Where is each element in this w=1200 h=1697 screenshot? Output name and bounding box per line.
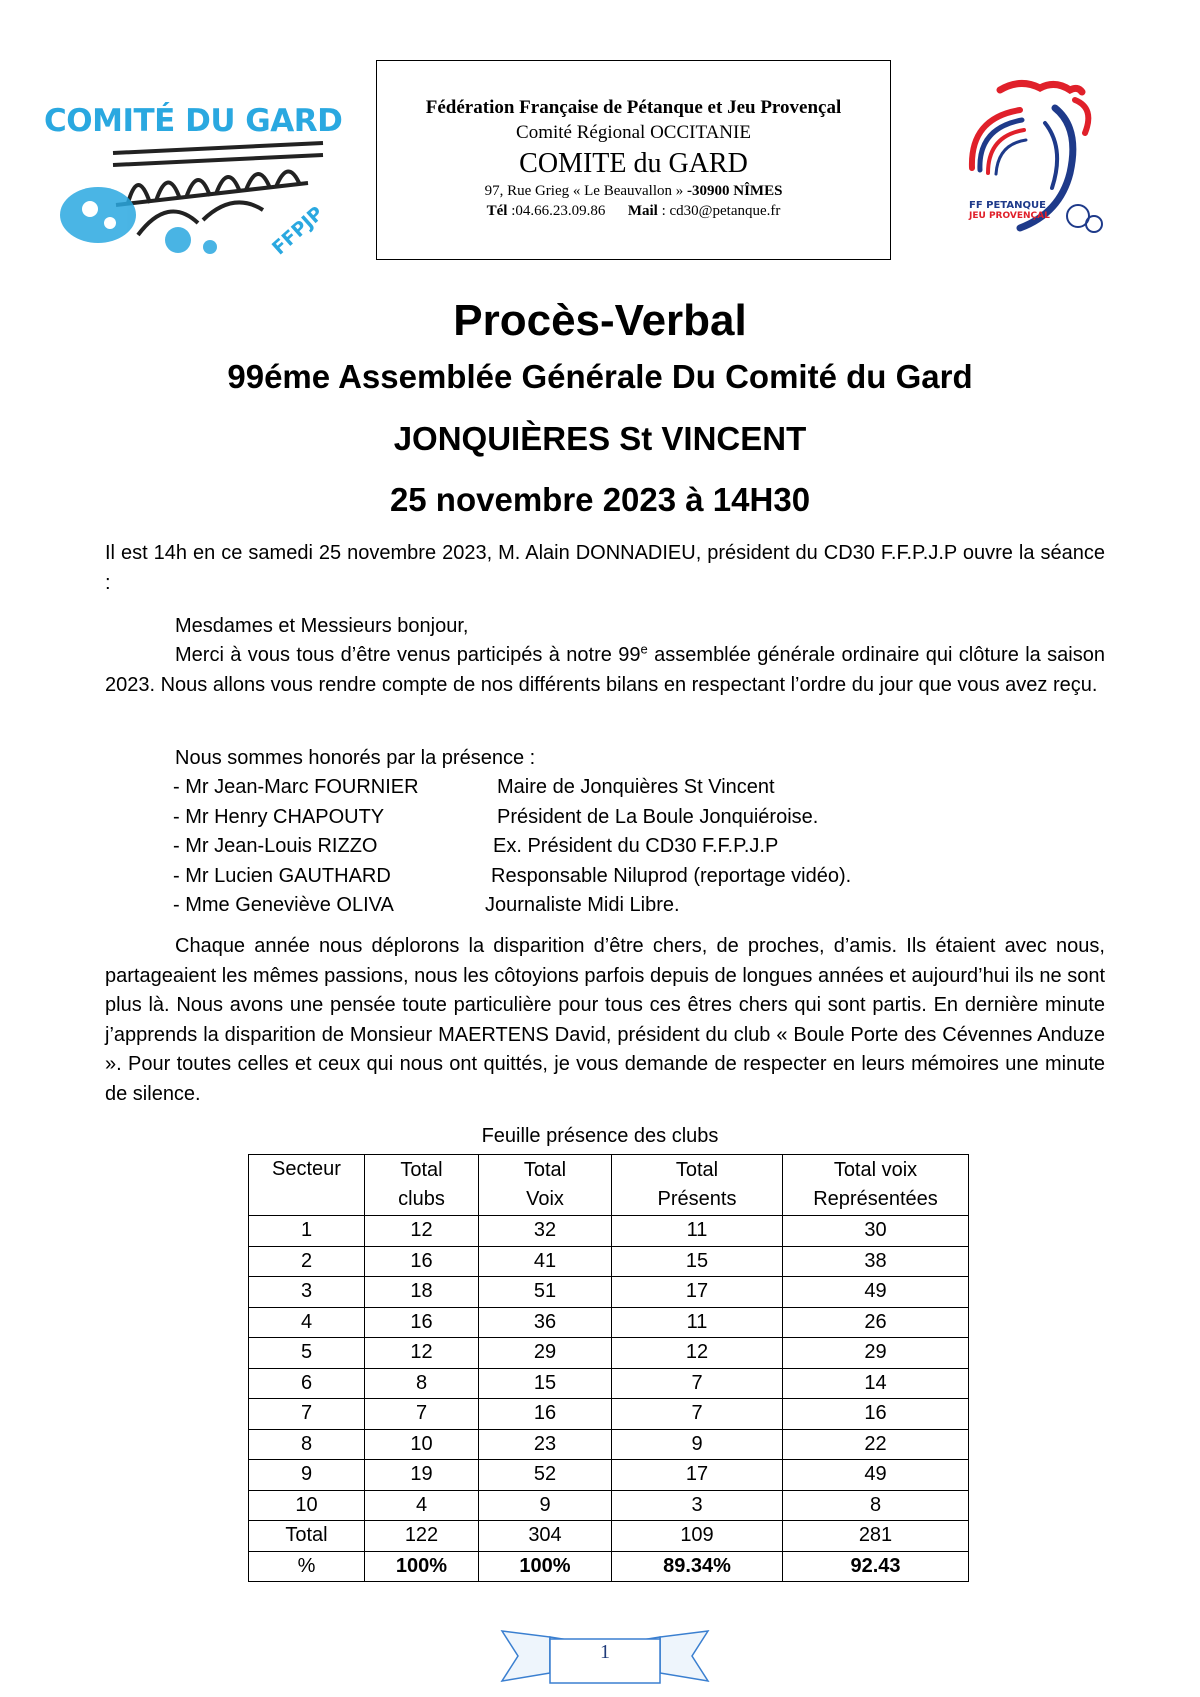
table-cell: 92.43: [783, 1551, 969, 1582]
mail-label: Mail: [627, 203, 658, 219]
page-number: 1: [600, 1641, 610, 1663]
table-cell: 16: [479, 1399, 612, 1430]
table-cell: 14: [783, 1368, 969, 1399]
table-cell: 30: [783, 1216, 969, 1247]
table-cell: 4: [365, 1490, 479, 1521]
table-cell: 22: [783, 1429, 969, 1460]
table-row: [249, 1399, 969, 1430]
guest-role: Maire de Jonquières St Vincent: [497, 776, 775, 798]
tel-value: :04.66.23.09.86: [507, 203, 606, 219]
rooster-logo-line1: FF PETANQUE: [969, 200, 1046, 211]
guest-name: - Mr Henry CHAPOUTY: [173, 805, 385, 828]
table-cell: 15: [479, 1368, 612, 1399]
table-cell: 16: [365, 1307, 479, 1338]
table-cell: 6: [249, 1368, 365, 1399]
contact-line: [377, 201, 890, 221]
intro-paragraph: Il est 14h en ce samedi 25 novembre 2023, M. Alain DONNADIEU, président du CD30 F.F.P.J.P ouvre la séance :: [105, 542, 1105, 594]
table-cell: 7: [365, 1399, 479, 1430]
guest-name: - Mr Lucien GAUTHARD: [173, 864, 391, 887]
ff-petanque-rooster-logo: [960, 78, 1110, 243]
table-cell: 281: [783, 1521, 969, 1552]
table-cell: 100%: [479, 1551, 612, 1582]
rooster-logo-text: [969, 200, 1050, 222]
thanks-paragraph: [105, 641, 1105, 700]
greeting-line: Mesdames et Messieurs bonjour,: [175, 615, 469, 637]
table-cell: Total: [249, 1521, 365, 1552]
table-row: [249, 1429, 969, 1460]
table-cell: 11: [612, 1216, 783, 1247]
table-cell: 9: [249, 1460, 365, 1491]
table-cell: 36: [479, 1307, 612, 1338]
table-cell: 9: [612, 1429, 783, 1460]
table-row: [249, 1277, 969, 1308]
table-cell: 10: [365, 1429, 479, 1460]
federation-name: Fédération Française de Pétanque et Jeu Provençal: [425, 97, 842, 118]
address-city: -30900 NÎMES: [687, 183, 783, 199]
table-cell: 11: [612, 1307, 783, 1338]
table-cell: 32: [479, 1216, 612, 1247]
table-cell: 4: [249, 1307, 365, 1338]
document-title: Procès-Verbal: [453, 296, 747, 345]
table-cell: 7: [612, 1368, 783, 1399]
table-cell: 29: [783, 1338, 969, 1369]
logo-title: COMITÉ DU GARD: [44, 103, 343, 139]
table-row: [249, 1460, 969, 1491]
guest-role: Ex. Président du CD30 F.F.P.J.P: [493, 835, 779, 857]
table-cell: 122: [365, 1521, 479, 1552]
table-row: [249, 1307, 969, 1338]
table-cell: 49: [783, 1460, 969, 1491]
table-cell: 16: [783, 1399, 969, 1430]
table-total-row: [249, 1521, 969, 1552]
table-cell: 16: [365, 1246, 479, 1277]
table-cell: 41: [479, 1246, 612, 1277]
club-attendance-table: [248, 1154, 969, 1582]
committee-name: COMITE du GARD: [519, 148, 748, 179]
page-number-ribbon: [500, 1625, 710, 1687]
table-cell: 17: [612, 1277, 783, 1308]
guest-role: Journaliste Midi Libre.: [485, 894, 680, 916]
tel-label: Tél: [486, 203, 508, 219]
column-header: Total Voix: [479, 1155, 612, 1216]
table-cell: 8: [249, 1429, 365, 1460]
table-cell: 7: [249, 1399, 365, 1430]
table-cell: 49: [783, 1277, 969, 1308]
table-cell: 26: [783, 1307, 969, 1338]
table-cell: 8: [365, 1368, 479, 1399]
mail-value: : cd30@petanque.fr: [657, 203, 781, 219]
table-cell: 8: [783, 1490, 969, 1521]
table-caption: Feuille présence des clubs: [481, 1125, 719, 1147]
table-cell: 109: [612, 1521, 783, 1552]
federation-header-box: [376, 60, 891, 260]
table-cell: 10: [249, 1490, 365, 1521]
table-cell: 17: [612, 1460, 783, 1491]
table-cell: 12: [365, 1338, 479, 1369]
table-cell: %: [249, 1551, 365, 1582]
guest-role: Responsable Niluprod (reportage vidéo).: [491, 864, 852, 887]
table-percent-row: [249, 1551, 969, 1582]
table-header-row: [249, 1155, 969, 1216]
table-row: [249, 1338, 969, 1369]
table-cell: 7: [612, 1399, 783, 1430]
table-cell: 2: [249, 1246, 365, 1277]
table-cell: 1: [249, 1216, 365, 1247]
guest-name: - Mr Jean-Marc FOURNIER: [173, 776, 419, 798]
honor-line: Nous sommes honorés par la présence :: [175, 747, 536, 769]
table-row: [249, 1216, 969, 1247]
address: [377, 181, 890, 201]
logo-sub: FFPJP: [268, 202, 328, 260]
column-header: Secteur: [249, 1155, 365, 1216]
location-title: JONQUIÈRES St VINCENT: [393, 420, 807, 457]
guest-role: Président de La Boule Jonquiéroise.: [497, 805, 819, 828]
table-cell: 304: [479, 1521, 612, 1552]
table-cell: 12: [612, 1338, 783, 1369]
table-cell: 3: [612, 1490, 783, 1521]
thanks-superscript: e: [640, 641, 648, 657]
table-cell: 18: [365, 1277, 479, 1308]
table-cell: 29: [479, 1338, 612, 1369]
table-row: [249, 1368, 969, 1399]
column-header: Total clubs: [365, 1155, 479, 1216]
column-header: Total Présents: [612, 1155, 783, 1216]
table-row: [249, 1490, 969, 1521]
table-cell: 38: [783, 1246, 969, 1277]
column-header: Total voix Représentées: [783, 1155, 969, 1216]
table-cell: 100%: [365, 1551, 479, 1582]
table-cell: 19: [365, 1460, 479, 1491]
table-cell: 9: [479, 1490, 612, 1521]
table-cell: 51: [479, 1277, 612, 1308]
table-row: [249, 1246, 969, 1277]
guest-name: - Mme Geneviève OLIVA: [173, 894, 394, 916]
comite-du-gard-logo: [38, 95, 343, 260]
table-cell: 23: [479, 1429, 612, 1460]
date-title: 25 novembre 2023 à 14H30: [389, 481, 811, 518]
regional-committee: Comité Régional OCCITANIE: [516, 122, 751, 143]
assembly-title: 99éme Assemblée Générale Du Comité du Gard: [227, 358, 973, 395]
address-street: 97, Rue Grieg « Le Beauvallon »: [484, 183, 688, 199]
table-cell: 5: [249, 1338, 365, 1369]
rooster-logo-line2: JEU PROVENÇAL: [969, 211, 1050, 221]
guest-name: - Mr Jean-Louis RIZZO: [173, 835, 378, 857]
thanks-text-b: assemblée générale ordinaire qui clôture la saison 2023. Nous allons vous rendre compte de nos différents bilans en respectant l’ordre du jour que vous avez reçu.: [105, 644, 1105, 696]
tribute-paragraph: Chaque année nous déplorons la disparition d’être chers, de proches, d’amis. Ils étaient avec nous, partageaient les mêmes passions, nous les côtoyions parfois depuis de longues années et aujourd’hui ils ne sont plus là. Nous avons une pensée toute particulière pour tous ces êtres chers qui sont partis. En dernière minute j’apprends la disparition de Monsieur MAERTENS David, président du club « Boule Porte des Cévennes Anduze ». Pour toutes celles et ceux qui nous ont quittés, je vous demande de respecter en leurs mémoires une minute de silence.: [105, 935, 1105, 1105]
thanks-text-a: Merci à vous tous d’être venus participés à notre 99: [175, 644, 641, 666]
table-cell: 15: [612, 1246, 783, 1277]
table-cell: 3: [249, 1277, 365, 1308]
table-cell: 89.34%: [612, 1551, 783, 1582]
table-cell: 12: [365, 1216, 479, 1247]
table-cell: 52: [479, 1460, 612, 1491]
